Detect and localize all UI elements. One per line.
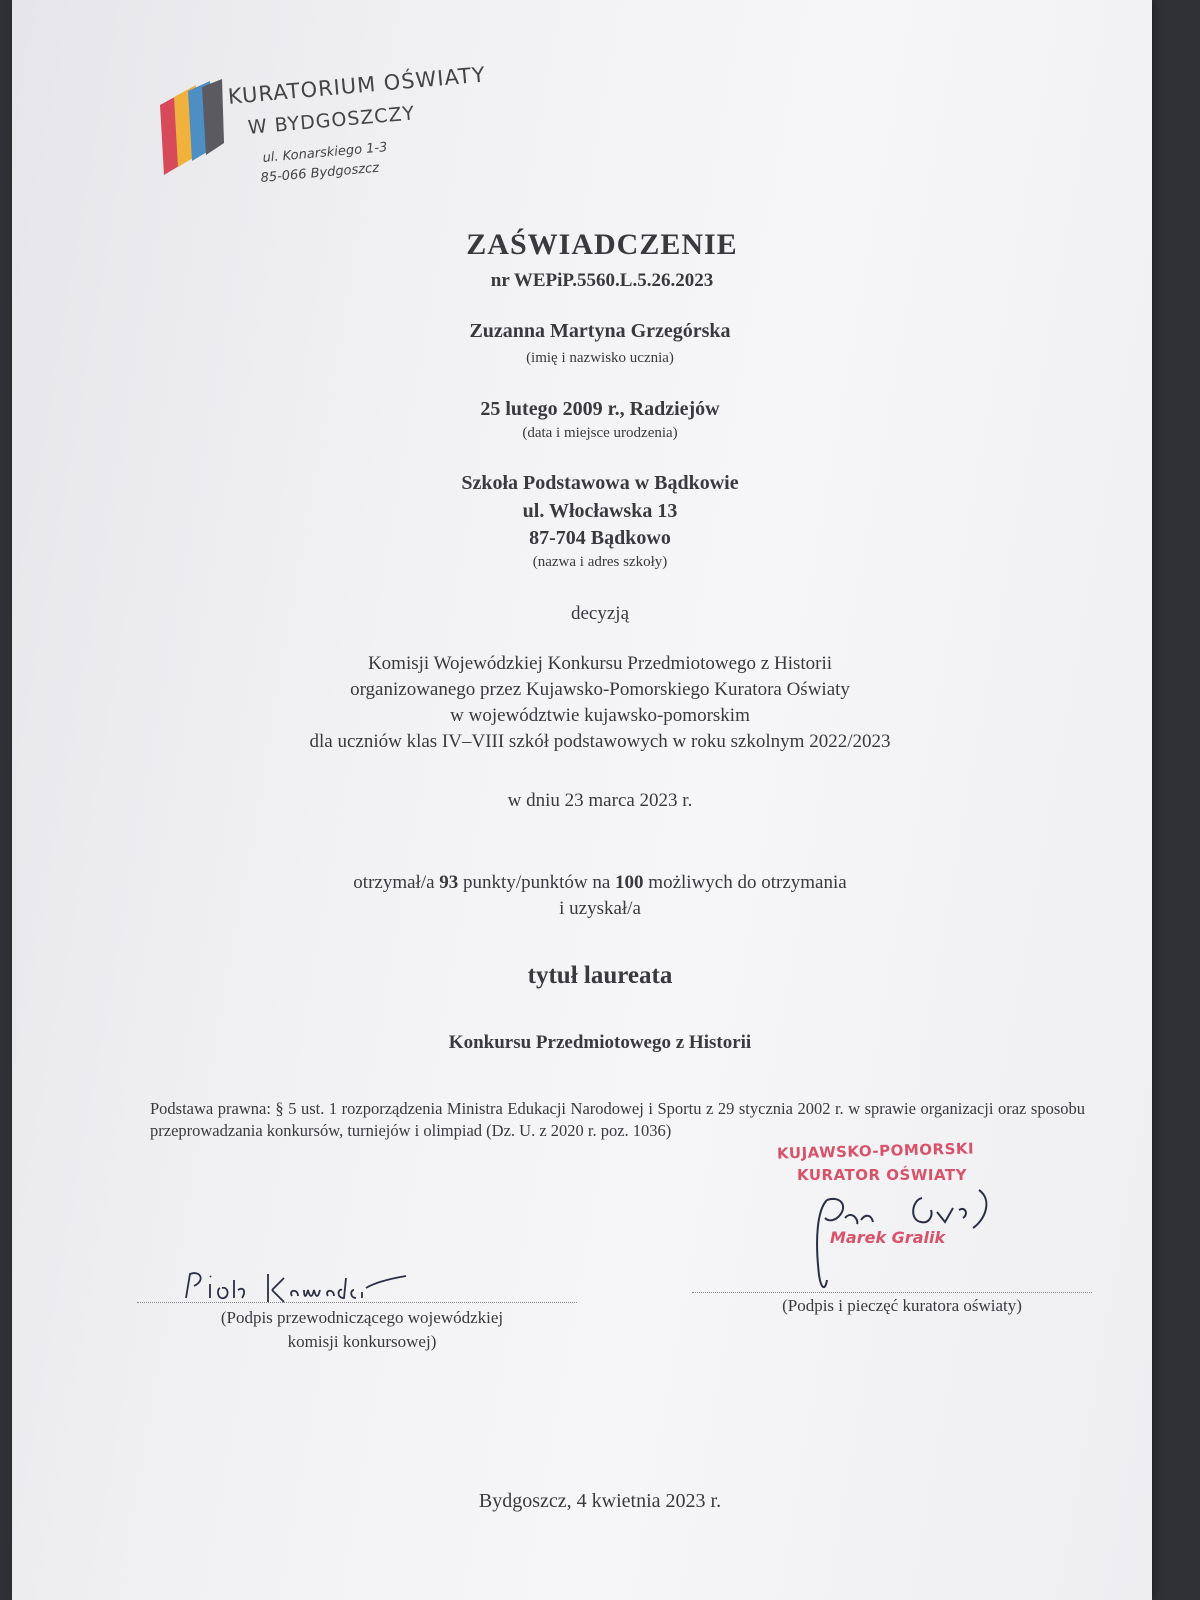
commission-line-2: organizowanego przez Kujawsko-Pomorskiego Kuratora Oświaty bbox=[350, 679, 850, 700]
left-caption-line-1: (Podpis przewodniczącego wojewódzkiej bbox=[220, 1308, 504, 1327]
commission-line-4: dla uczniów klas IV–VIII szkół podstawowych w roku szkolnym 2022/2023 bbox=[309, 731, 891, 752]
right-signature-line bbox=[692, 1292, 1092, 1293]
commission-line-1: Komisji Wojewódzkiej Konkursu Przedmiotowego z Historii bbox=[367, 653, 833, 674]
kuratorium-logo bbox=[152, 62, 492, 200]
school-name: Szkoła Podstawowa w Bądkowie bbox=[461, 472, 739, 494]
result-line bbox=[0, 872, 1200, 894]
right-signature-caption: (Podpis i pieczęć kuratora oświaty) bbox=[782, 1296, 1022, 1315]
birth-info: 25 lutego 2009 r., Radziejów bbox=[480, 398, 720, 420]
stamp-line-2: KURATOR OŚWIATY bbox=[797, 1166, 968, 1184]
school-street: ul. Włocławska 13 bbox=[522, 500, 678, 522]
school-caption: (nazwa i adres szkoły) bbox=[532, 554, 668, 570]
decision-text: decyzją bbox=[570, 603, 629, 624]
left-signature-caption bbox=[162, 1306, 562, 1354]
award-title: tytuł laureata bbox=[527, 962, 673, 989]
birth-caption: (data i miejsce urodzenia) bbox=[522, 425, 678, 441]
result-line-2: i uzyskał/a bbox=[559, 898, 641, 919]
document-title: ZAŚWIADCZENIE bbox=[466, 228, 738, 261]
result-max-points: 100 bbox=[615, 872, 644, 893]
left-signature-line bbox=[137, 1302, 577, 1303]
logo-city: W BYDGOSZCZY bbox=[247, 102, 416, 139]
kurator-signature bbox=[797, 1180, 1007, 1300]
stamp-line-1: KUJAWSKO-POMORSKI bbox=[776, 1139, 975, 1163]
result-middle: punkty/punktów na bbox=[463, 872, 611, 893]
contest-name: Konkursu Przedmiotowego z Historii bbox=[448, 1032, 752, 1053]
document-number: nr WEPiP.5560.L.5.26.2023 bbox=[490, 270, 714, 291]
result-suffix: możliwych do otrzymania bbox=[648, 872, 847, 893]
commission-line-3: w województwie kujawsko-pomorskim bbox=[450, 705, 750, 726]
logo-postcode: 85-066 Bydgoszcz bbox=[260, 160, 380, 186]
books-logo-icon bbox=[152, 75, 232, 185]
logo-street: ul. Konarskiego 1-3 bbox=[262, 140, 389, 166]
stamp-name: Marek Gralik bbox=[830, 1228, 946, 1247]
student-name: Zuzanna Martyna Grzegórska bbox=[469, 320, 731, 342]
contest-date: w dniu 23 marca 2023 r. bbox=[507, 790, 693, 811]
legal-basis: Podstawa prawna: § 5 ust. 1 rozporządzenia Ministra Edukacji Narodowej i Sportu z 29 stycznia 2002 r. w sprawie organizacji oraz sposobu przeprowadzania konkursów, turniejów i olimpiad (Dz. U. z 2020 r. poz. 1036) bbox=[150, 1099, 1085, 1140]
result-points: 93 bbox=[439, 872, 459, 893]
place-and-date: Bydgoszcz, 4 kwietnia 2023 r. bbox=[478, 1490, 722, 1512]
certificate-page bbox=[12, 0, 1152, 1600]
school-city: 87-704 Bądkowo bbox=[529, 527, 671, 549]
result-prefix: otrzymał/a bbox=[353, 872, 435, 893]
student-name-caption: (imię i nazwisko ucznia) bbox=[526, 350, 674, 366]
left-caption-line-2: komisji konkursowej) bbox=[287, 1332, 437, 1351]
logo-title: KURATORIUM OŚWIATY bbox=[227, 62, 487, 109]
